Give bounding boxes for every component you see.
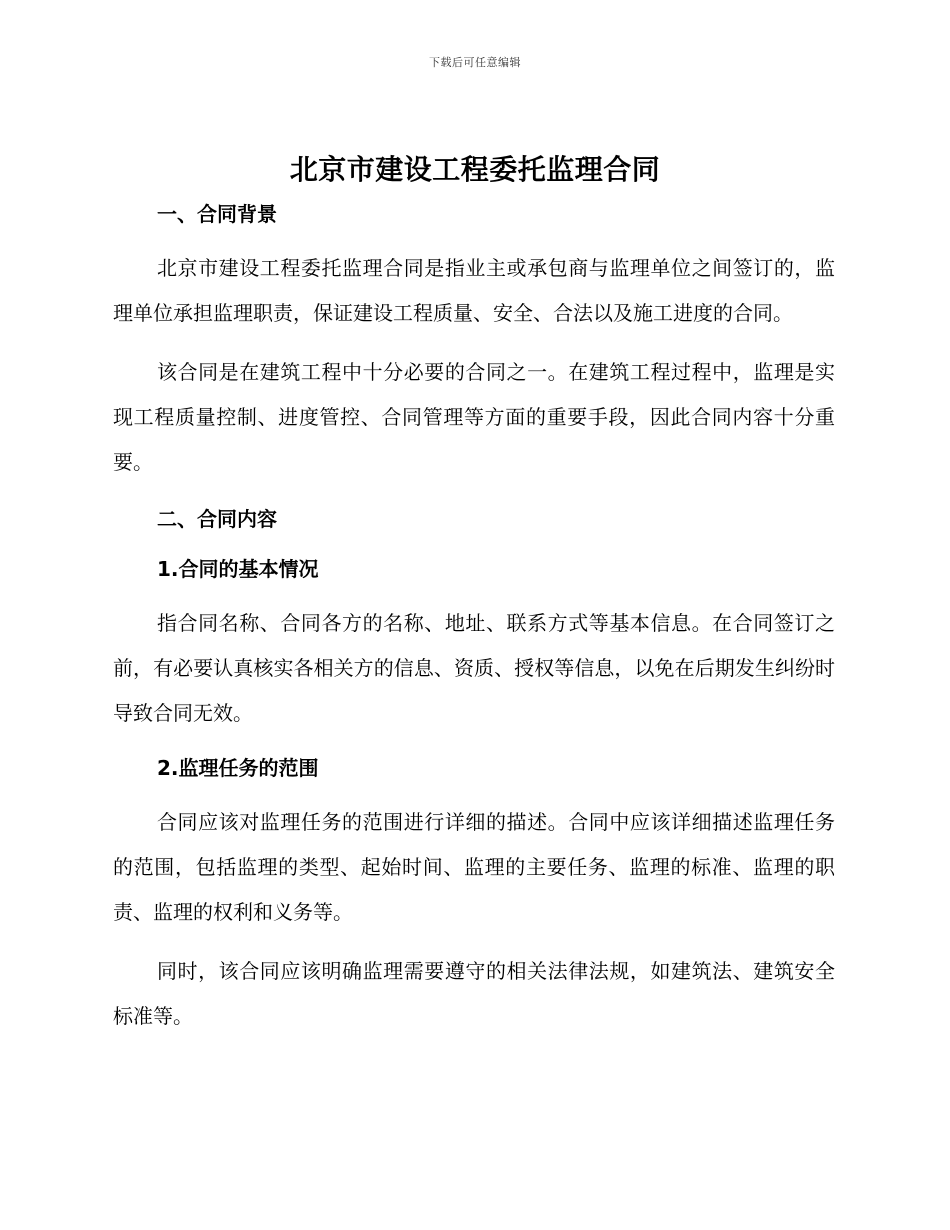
paragraph: 同时，该合同应该明确监理需要遵守的相关法律法规，如建筑法、建筑安全标准等。 bbox=[113, 959, 835, 1028]
section-heading-background: 一、合同背景 bbox=[157, 202, 277, 226]
document-title: 北京市建设工程委托监理合同 bbox=[289, 153, 661, 186]
header-note: 下载后可任意编辑 bbox=[429, 56, 521, 69]
paragraph: 合同应该对监理任务的范围进行详细的描述。合同中应该详细描述监理任务的范围，包括监理的类型、起始时间、监理的主要任务、监理的标准、监理的职责、监理的权利和义务等。 bbox=[113, 810, 835, 924]
document-body bbox=[113, 196, 835, 1039]
paragraph: 北京市建设工程委托监理合同是指业主或承包商与监理单位之间签订的，监理单位承担监理职责，保证建设工程质量、安全、合法以及施工进度的合同。 bbox=[113, 256, 835, 325]
paragraph: 指合同名称、合同各方的名称、地址、联系方式等基本信息。在合同签订之前，有必要认真核实各相关方的信息、资质、授权等信息，以免在后期发生纠纷时导致合同无效。 bbox=[113, 611, 835, 725]
subsection-heading-scope: 2.监理任务的范围 bbox=[157, 756, 319, 780]
paragraph: 该合同是在建筑工程中十分必要的合同之一。在建筑工程过程中，监理是实现工程质量控制、进度管控、合同管理等方面的重要手段，因此合同内容十分重要。 bbox=[113, 360, 835, 474]
section-heading-content: 二、合同内容 bbox=[157, 507, 277, 531]
subsection-heading-basic-info: 1.合同的基本情况 bbox=[157, 557, 319, 581]
